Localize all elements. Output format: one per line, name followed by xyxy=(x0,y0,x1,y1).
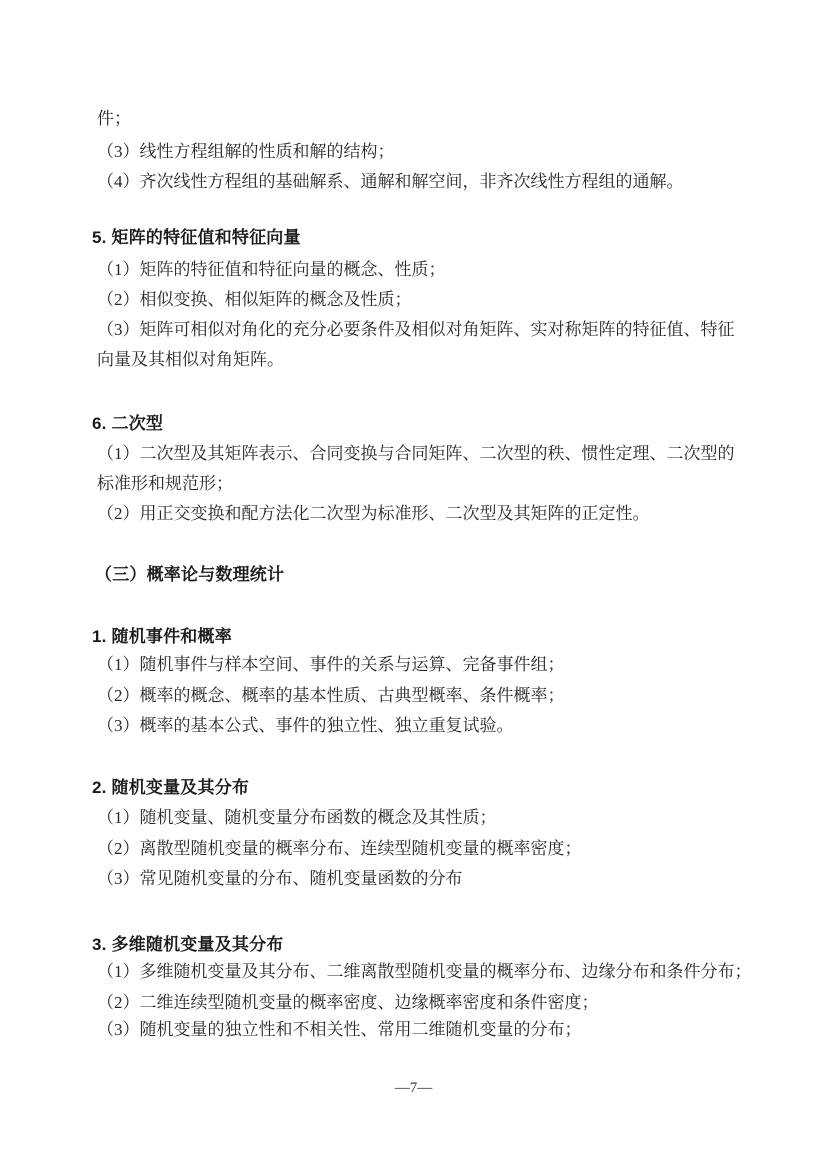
list-item-line: （1）二次型及其矩阵表示、合同变换与合同矩阵、二次型的秩、惯性定理、二次型的 xyxy=(97,444,735,463)
list-item-line: （1）随机变量、随机变量分布函数的概念及其性质； xyxy=(97,808,497,827)
list-item-line: （2）用正交变换和配方法化二次型为标准形、二次型及其矩阵的正定性。 xyxy=(97,504,650,523)
page-number: —7— xyxy=(394,1080,433,1096)
list-item-line: （1）矩阵的特征值和特征向量的概念、性质； xyxy=(97,260,446,279)
section-heading: 6. 二次型 xyxy=(92,414,164,433)
list-item-line: （1）随机事件与样本空间、事件的关系与运算、完备事件组； xyxy=(97,655,565,674)
section-heading: 1. 随机事件和概率 xyxy=(92,627,232,646)
body-line: 标准形和规范形； xyxy=(97,474,233,493)
chapter-heading: （三）概率论与数理统计 xyxy=(95,565,285,584)
list-item-line: （4）齐次线性方程组的基础解系、通解和解空间，非齐次线性方程组的通解。 xyxy=(97,172,684,191)
list-item-line: （2）离散型随机变量的概率分布、连续型随机变量的概率密度； xyxy=(97,839,582,858)
list-item-line: （3）矩阵可相似对角化的充分必要条件及相似对角矩阵、实对称矩阵的特征值、特征 xyxy=(97,320,735,339)
section-heading: 5. 矩阵的特征值和特征向量 xyxy=(92,228,301,247)
section-heading: 3. 多维随机变量及其分布 xyxy=(92,935,284,954)
list-item-line: （2）概率的概念、概率的基本性质、古典型概率、条件概率； xyxy=(97,686,565,705)
list-item-line: （3）常见随机变量的分布、随机变量函数的分布 xyxy=(97,869,463,888)
list-item-line: （2）二维连续型随机变量的概率密度、边缘概率密度和条件密度； xyxy=(97,993,599,1012)
body-line: 件； xyxy=(97,109,131,128)
list-item-line: （3）线性方程组解的性质和解的结构； xyxy=(97,142,395,161)
list-item-line: （3）概率的基本公式、事件的独立性、独立重复试验。 xyxy=(97,716,514,735)
body-line: 向量及其相似对角矩阵。 xyxy=(97,350,284,369)
list-item-line: （3）随机变量的独立性和不相关性、常用二维随机变量的分布； xyxy=(97,1020,582,1039)
section-heading: 2. 随机变量及其分布 xyxy=(92,778,250,797)
list-item-line: （2）相似变换、相似矩阵的概念及性质； xyxy=(97,290,412,309)
list-item-line: （1）多维随机变量及其分布、二维离散型随机变量的概率分布、边缘分布和条件分布； xyxy=(97,962,752,981)
